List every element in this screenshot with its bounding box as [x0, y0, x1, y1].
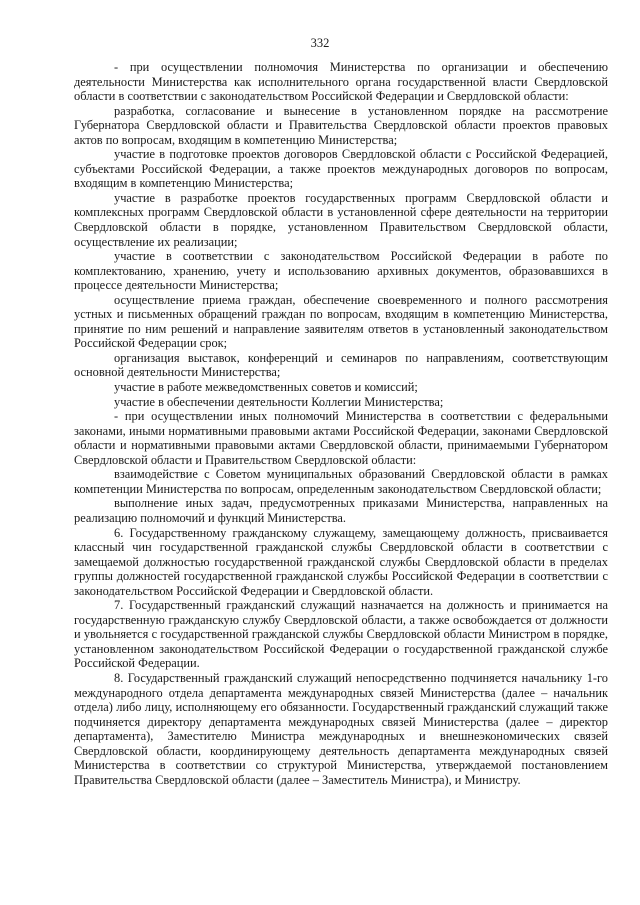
document-body: [74, 60, 608, 787]
paragraph-section-6: 6. Государственному гражданскому служащему, замещающему должность, присваивается классный чин государственной гражданской службы Свердловской области в соответствии с замещаемой должностью государственной гражданской службы Свердловской области в пределах группы должностей государственной гражданской службы Российской Федерации в соответствии с законодательством Российской Федерации и Свердловской области.: [74, 525, 608, 598]
paragraph-archives: участие в соответствии с законодательством Российской Федерации в работе по комплектованию, хранению, учету и использованию архивных документов, образовавшихся в процессе деятельности Министерства;: [74, 249, 608, 293]
page-number: 332: [310, 36, 330, 50]
paragraph-ministry-organization: - при осуществлении полномочия Министерства по организации и обеспечению деятельности Министерства как исполнительного органа государственной власти Свердловской области в соответствии с законодательством Российской Федерации и Свердловской области:: [74, 60, 608, 104]
paragraph-councils: участие в работе межведомственных советов и комиссий;: [114, 380, 418, 395]
paragraph-other-tasks: выполнение иных задач, предусмотренных приказами Министерства, направленных на реализацию полномочий и функций Министерства.: [74, 496, 608, 525]
paragraph-exhibitions: организация выставок, конференций и семинаров по направлениям, соответствующим основной деятельности Министерства;: [74, 350, 608, 380]
paragraph-citizen-appeals: осуществление приема граждан, обеспечение своевременного и полного рассмотрения устных и письменных обращений граждан по вопросам, входящим в компетенцию Министерства, принятие по ним решений и направление заявителям ответов в установленный законодательством Российской Федерации срок;: [74, 292, 608, 351]
paragraph-legal-acts-drafting: разработка, согласование и вынесение в установленном порядке на рассмотрение Губернатора Свердловской области и Правительства Свердловской области проектов правовых актов по вопросам, входящим в компетенцию Министерства;: [74, 103, 608, 147]
paragraph-agreements-drafting: участие в подготовке проектов договоров Свердловской области с Российской Федерацией, субъектами Российской Федерации, а также проектов международных договоров по вопросам, входящим в компетенцию Министерства;: [74, 147, 608, 191]
paragraph-collegium: участие в обеспечении деятельности Коллегии Министерства;: [114, 394, 444, 409]
paragraph-municipal-council: взаимодействие с Советом муниципальных образований Свердловской области в рамках компетенции Министерства по вопросам, определенным законодательством Свердловской области;: [74, 467, 608, 496]
paragraph-section-7: 7. Государственный гражданский служащий назначается на должность и принимается на государственную гражданскую службу Свердловской области, а также освобождается от должности и увольняется с государственной гражданской службы Свердловской области Министром в порядке, установленном законодательством Российской Федерации о государственной гражданской службе Российской Федерации.: [74, 598, 608, 671]
paragraph-section-8: 8. Государственный гражданский служащий непосредственно подчиняется начальнику 1-го международного отдела департамента международных связей Министерства (далее – начальник отдела) либо лицу, исполняющему его обязанности. Государственный гражданский служащий также подчиняется директору департамента международных связей Министерства (далее – директор департамента), Заместителю Министра международных и внешнеэкономических связей Свердловской области, координирующему деятельность департамента международных связей Министерства в соответствии со структурой Министерства, утверждаемой постановлением Правительства Свердловской области (далее – Заместитель Министра), и Министру.: [74, 670, 608, 787]
paragraph-state-programs: участие в разработке проектов государственных программ Свердловской области и комплексных программ Свердловской области в установленной сфере деятельности на территории Свердловской области в порядке, установленном Правительством Свердловской области, осуществление их реализации;: [74, 190, 608, 249]
paragraph-other-powers: - при осуществлении иных полномочий Министерства в соответствии с федеральными законами, иными нормативными правовыми актами Российской Федерации, законами Свердловской области и нормативными правовыми актами Свердловской области, принимаемыми Губернатором Свердловской области и Правительством Свердловской области:: [74, 409, 608, 467]
